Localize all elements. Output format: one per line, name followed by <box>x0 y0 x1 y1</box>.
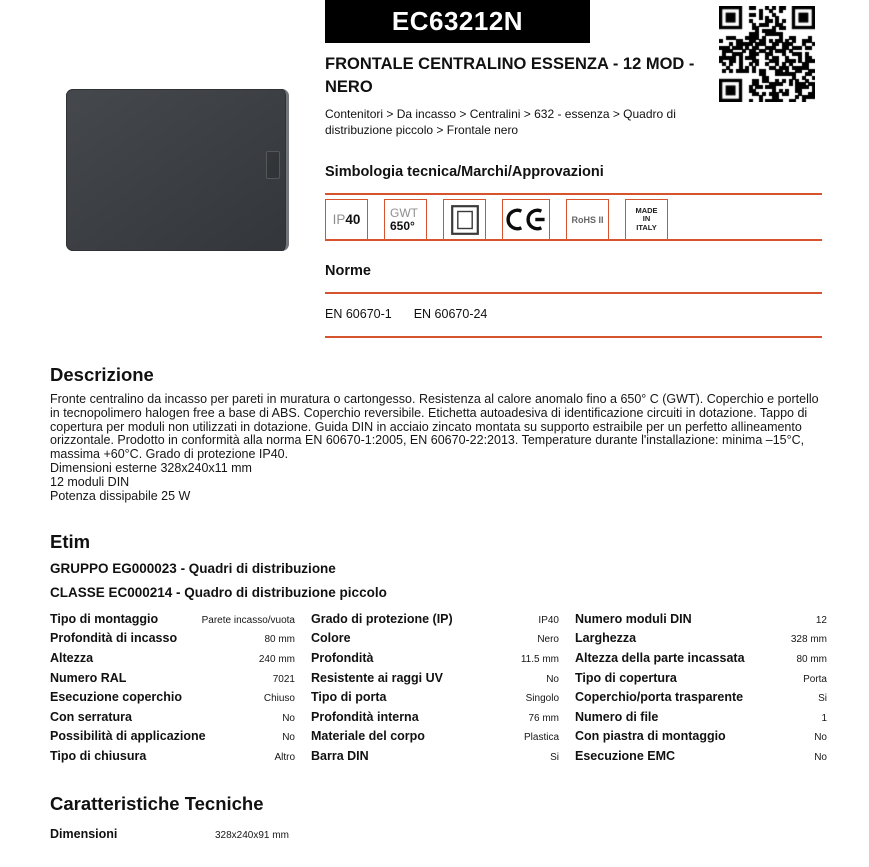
ce-mark-icon <box>506 206 546 233</box>
divider <box>325 336 822 338</box>
attribute-row <box>50 651 295 671</box>
dissipated-power-line: Potenza dissipabile 25 W <box>50 488 191 503</box>
divider <box>325 193 822 195</box>
attribute-label: Possibilità di applicazione <box>50 729 206 744</box>
attribute-label: Materiale del corpo <box>311 729 425 744</box>
attribute-row <box>311 651 559 671</box>
attribute-row <box>50 671 295 691</box>
attribute-label: Con piastra di montaggio <box>575 729 726 744</box>
tech-row <box>50 827 828 845</box>
brand-emblem-icon <box>266 151 280 179</box>
attribute-value: No <box>814 732 827 744</box>
external-dimensions-line: Dimensioni esterne 328x240x11 mm <box>50 460 252 475</box>
double-insulation-badge <box>443 199 486 239</box>
attribute-label: Tipo di copertura <box>575 670 677 685</box>
double-square-icon <box>451 205 479 235</box>
symbols-section <box>325 164 822 241</box>
attribute-label: Esecuzione coperchio <box>50 690 182 705</box>
attribute-value: 12 <box>815 614 827 626</box>
ip-prefix: IP <box>332 212 346 227</box>
tech-label: Dimensioni <box>50 826 118 841</box>
description-text: Fronte centralino da incasso per pareti in muratura o cartongesso. Resistenza al calore anomalo fino a 650° C (GWT). Coperchio e portello in tecnopolimero halogen free a base di ABS. Coperchio reversibile. Etichetta autoadesiva di identificazione circuiti in dotazione. Tappo di copertura per moduli non utilizzati in dotazione. Guida DIN in acciaio zincato montata su supporto estraibile per un perfetto allineamento orizzontale. Prodotto in conformità alla norma EN 60670-1:2005, EN 60670-22:2013. Temperature durante l'installazione: minima –15°C, massima +60°C. Grado di protezione IP40. <box>50 392 819 462</box>
attribute-label: Resistente ai raggi UV <box>311 670 443 685</box>
description-heading: Descrizione <box>50 364 154 385</box>
standard-en-60670-24: EN 60670-24 <box>413 307 488 321</box>
attribute-label: Barra DIN <box>311 749 369 764</box>
attribute-row <box>50 690 295 710</box>
attribute-label: Tipo di chiusura <box>50 749 147 764</box>
attribute-label: Tipo di porta <box>311 690 387 705</box>
symbols-section-title: Simbologia tecnica/Marchi/Approvazioni <box>325 164 604 180</box>
attribute-value: 11.5 mm <box>520 654 559 666</box>
made-in-italy-badge: MADE IN ITALY <box>625 199 668 239</box>
technical-characteristics-heading: Caratteristiche Tecniche <box>50 792 264 814</box>
attribute-value: No <box>282 712 295 724</box>
attribute-label: Con serratura <box>50 709 132 724</box>
attribute-label: Esecuzione EMC <box>575 749 676 764</box>
attribute-row <box>50 710 295 730</box>
page-title: FRONTALE CENTRALINO ESSENZA - 12 MOD - NERO <box>325 55 695 96</box>
din-modules-line: 12 moduli DIN <box>50 474 130 489</box>
attribute-row <box>575 651 827 671</box>
standards-section <box>325 263 822 338</box>
attribute-value: Nero <box>537 634 559 646</box>
attribute-label: Tipo di montaggio <box>50 611 159 626</box>
ip-rating-badge <box>325 199 368 239</box>
attribute-label: Colore <box>311 631 351 646</box>
attribute-value: IP40 <box>538 614 559 626</box>
qr-code <box>719 6 815 102</box>
attribute-row <box>575 729 827 749</box>
standards-section-title: Norme <box>325 263 371 279</box>
attribute-value: 76 mm <box>528 712 559 724</box>
attribute-value: Plastica <box>523 732 559 744</box>
ip-value: 40 <box>345 212 361 227</box>
attribute-row <box>575 612 827 632</box>
attribute-row <box>575 671 827 691</box>
attribute-value: No <box>546 673 559 685</box>
attribute-value: 328 mm <box>790 634 827 646</box>
attributes-table <box>50 612 828 769</box>
attribute-row <box>311 749 559 769</box>
divider <box>325 292 822 294</box>
attribute-value: Chiuso <box>263 693 295 705</box>
attribute-row <box>50 631 295 651</box>
attribute-value: Si <box>550 752 559 764</box>
standard-en-60670-1: EN 60670-1 <box>325 307 392 321</box>
attribute-label: Altezza <box>50 651 94 666</box>
attribute-row <box>311 612 559 632</box>
tech-value: 328x240x91 mm <box>215 829 289 841</box>
attributes-column-1 <box>50 612 295 769</box>
attribute-label: Profondità di incasso <box>50 631 178 646</box>
gwt-label: GWT <box>390 205 418 220</box>
attribute-label: Profondità interna <box>311 709 419 724</box>
etim-heading: Etim <box>50 531 91 553</box>
breadcrumb: Contenitori > Da incasso > Centralini > 632 - essenza > Quadro di distribuzione piccolo > Frontale nero <box>325 107 676 137</box>
attribute-value: 7021 <box>272 673 295 685</box>
attribute-row <box>50 612 295 632</box>
attribute-label: Larghezza <box>575 631 637 646</box>
certification-badges <box>325 199 822 239</box>
attribute-row <box>311 631 559 651</box>
attribute-row <box>575 749 827 769</box>
etim-classe: CLASSE EC000214 - Quadro di distribuzione piccolo <box>50 584 387 600</box>
attribute-value: Si <box>818 693 827 705</box>
attribute-row <box>311 671 559 691</box>
rohs-badge <box>566 199 609 239</box>
attribute-row <box>311 710 559 730</box>
ce-mark-badge <box>502 199 550 239</box>
attribute-value: Altro <box>274 752 295 764</box>
attribute-value: 240 mm <box>258 654 295 666</box>
etim-gruppo: GRUPPO EG000023 - Quadri di distribuzione <box>50 561 336 577</box>
attribute-label: Grado di protezione (IP) <box>311 611 453 626</box>
attribute-row <box>575 631 827 651</box>
attribute-value: 80 mm <box>796 654 827 666</box>
attributes-column-2 <box>311 612 559 769</box>
attribute-row <box>50 749 295 769</box>
attribute-value: Singolo <box>525 693 559 705</box>
attribute-value: 1 <box>821 712 827 724</box>
attribute-value: No <box>814 752 827 764</box>
attribute-label: Numero moduli DIN <box>575 611 692 626</box>
attribute-value: Parete incasso/vuota <box>201 614 295 626</box>
attribute-row <box>311 690 559 710</box>
attribute-label: Numero RAL <box>50 670 127 685</box>
divider <box>325 239 822 241</box>
product-code-banner <box>325 0 590 43</box>
product-image <box>66 89 289 251</box>
technical-characteristics-table <box>50 827 828 845</box>
gwt-temperature: 650° <box>390 218 415 233</box>
product-code: EC63212N <box>391 6 524 36</box>
attribute-label: Coperchio/porta trasparente <box>575 690 744 705</box>
standards-list <box>325 307 822 321</box>
attribute-row <box>575 710 827 730</box>
attribute-value: Porta <box>803 673 827 685</box>
attribute-row <box>50 729 295 749</box>
main-content <box>50 364 828 845</box>
attribute-label: Numero di file <box>575 709 659 724</box>
attribute-label: Altezza della parte incassata <box>575 651 745 666</box>
glow-wire-test-badge <box>384 199 427 239</box>
attribute-row <box>311 729 559 749</box>
attribute-label: Profondità <box>311 651 374 666</box>
rohs-label: RoHS II <box>571 214 604 225</box>
attribute-row <box>575 690 827 710</box>
attributes-column-3 <box>575 612 827 769</box>
attribute-value: 80 mm <box>264 634 295 646</box>
attribute-value: No <box>282 732 295 744</box>
